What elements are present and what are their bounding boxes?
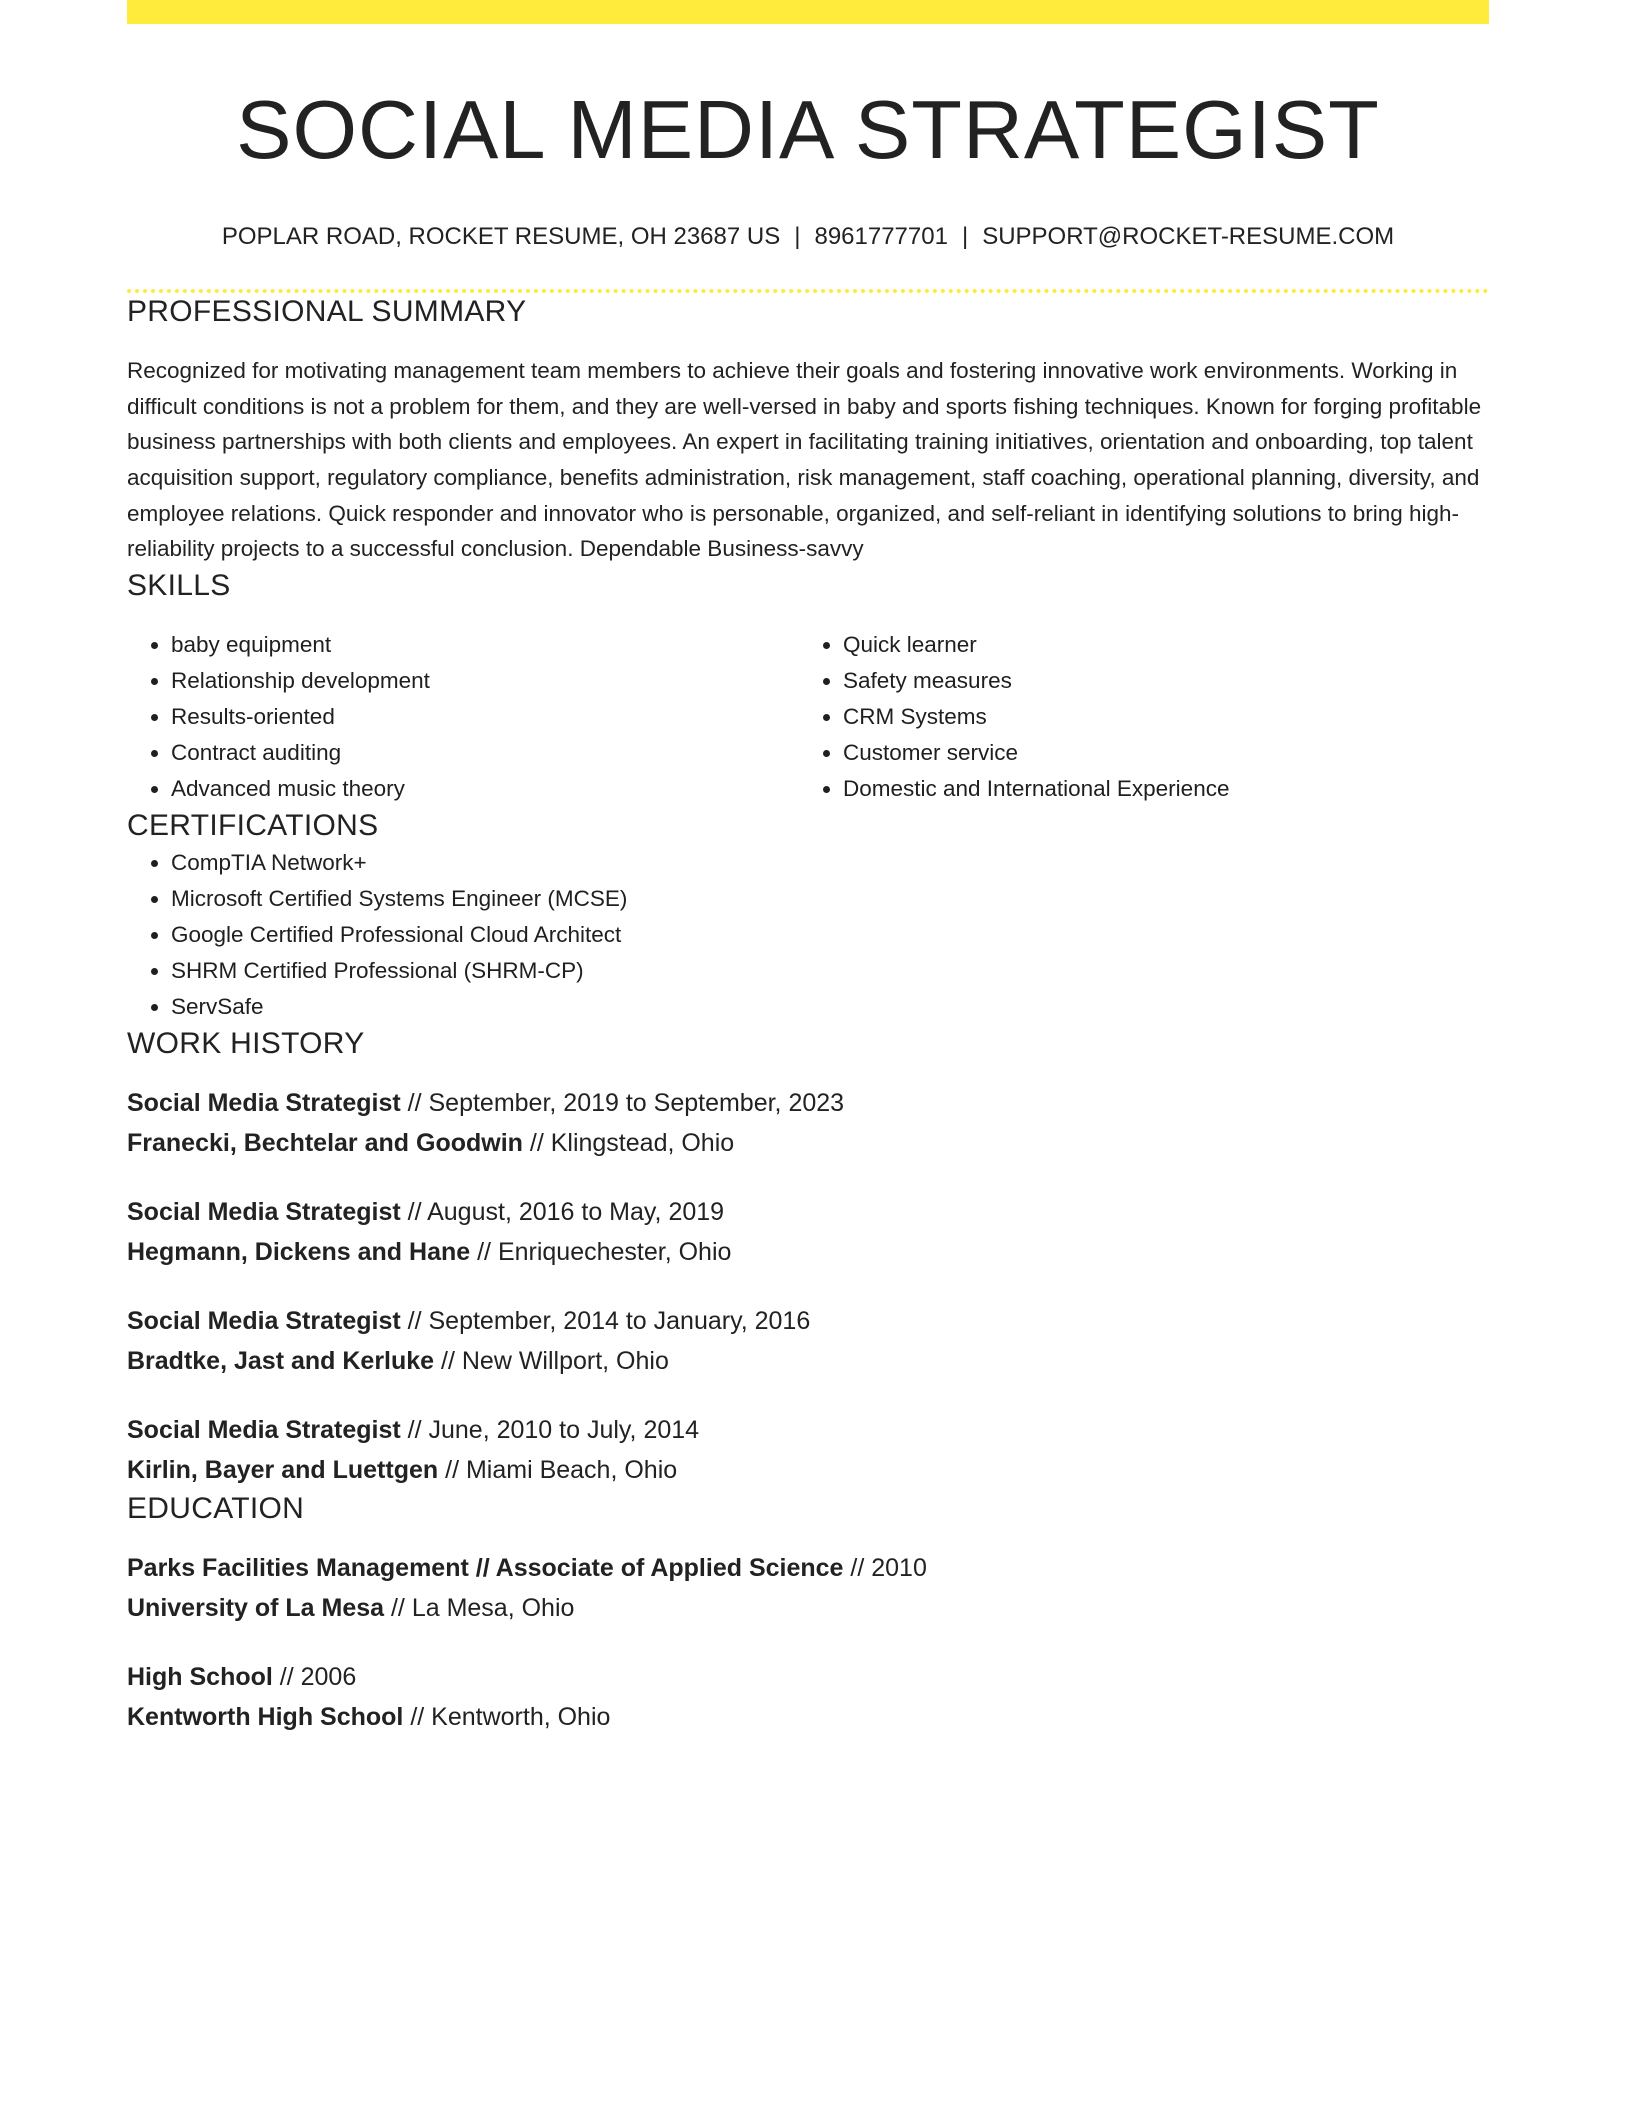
education-entry: [127, 1657, 1489, 1737]
work-role-line: [127, 1192, 1489, 1232]
skill-item: • CRM Systems: [843, 699, 1471, 735]
summary-text: Recognized for motivating management team members to achieve their goals and fostering innovative work environments. Working in difficult conditions is not a problem for them, and they are well-versed in baby and sports fishing techniques. Known for forging profitable business partnerships with both clients and employees. An expert in facilitating training initiatives, orientation and onboarding, top talent acquisition support, regulatory compliance, benefits administration, risk management, staff coaching, operational planning, diversity, and employee relations. Quick responder and innovator who is personable, organized, and self-reliant in identifying solutions to bring high-reliability projects to a successful conclusion. Dependable Business-savvy: [127, 357, 1482, 562]
accent-top-bar: [127, 0, 1489, 24]
education-entry: [127, 1548, 1489, 1628]
skill-item: • Contract auditing: [171, 735, 799, 771]
education-school: Kentworth High School: [127, 1703, 404, 1732]
work-dates: // September, 2014 to January, 2016: [400, 1307, 811, 1336]
skill-item: • Advanced music theory: [171, 771, 799, 807]
skill-item: • Relationship development: [171, 663, 799, 699]
work-entry: [127, 1192, 1489, 1272]
work-entry: [127, 1410, 1489, 1490]
work-location: // Klingstead, Ohio: [522, 1129, 735, 1158]
contact-separator: |: [794, 222, 801, 250]
skill-item: • Safety measures: [843, 663, 1471, 699]
work-history-heading: WORK HISTORY: [127, 1027, 365, 1061]
resume-page: [127, 0, 1489, 1737]
skills-heading: SKILLS: [127, 569, 231, 603]
skill-item: • Customer service: [843, 735, 1471, 771]
contact-address: POPLAR ROAD, ROCKET RESUME, OH 23687 US: [221, 222, 781, 250]
skills-column-left: [127, 627, 799, 807]
summary-heading: PROFESSIONAL SUMMARY: [127, 294, 527, 328]
work-dates: // August, 2016 to May, 2019: [400, 1198, 725, 1227]
work-location: // Miami Beach, Ohio: [438, 1456, 678, 1485]
education-school-line: [127, 1588, 1489, 1628]
certifications-list: [127, 845, 1489, 1025]
work-location: // Enriquechester, Ohio: [470, 1238, 732, 1267]
education-degree: High School: [127, 1663, 273, 1692]
work-location: // New Willport, Ohio: [434, 1347, 669, 1376]
work-history-list: [127, 1083, 1489, 1490]
education-degree-line: [127, 1548, 1489, 1588]
work-role: Social Media Strategist: [127, 1198, 401, 1227]
education-school-line: [127, 1697, 1489, 1737]
certification-item: • Google Certified Professional Cloud Architect: [171, 917, 1489, 953]
work-company: Hegmann, Dickens and Hane: [127, 1238, 471, 1267]
skills-list-left: [127, 627, 799, 807]
certification-item: • ServSafe: [171, 989, 1489, 1025]
work-dates: // September, 2019 to September, 2023: [400, 1089, 845, 1118]
skills-list-right: [799, 627, 1471, 807]
skill-item: • Domestic and International Experience: [843, 771, 1471, 807]
skill-item: • baby equipment: [171, 627, 799, 663]
work-role: Social Media Strategist: [127, 1307, 401, 1336]
work-company-line: [127, 1123, 1489, 1163]
education-degree-line: [127, 1657, 1489, 1697]
certifications-heading: CERTIFICATIONS: [127, 809, 379, 843]
education-year: // 2010: [843, 1554, 927, 1583]
work-entry: [127, 1301, 1489, 1381]
education-list: [127, 1548, 1489, 1737]
contact-phone: 8961777701: [814, 222, 948, 250]
education-heading: EDUCATION: [127, 1492, 305, 1526]
resume-title: SOCIAL MEDIA STRATEGIST: [236, 83, 1380, 176]
certification-item: • SHRM Certified Professional (SHRM-CP): [171, 953, 1489, 989]
work-role-line: [127, 1301, 1489, 1341]
skills-column-right: [799, 627, 1471, 807]
work-company-line: [127, 1450, 1489, 1490]
education-school: University of La Mesa: [127, 1594, 385, 1623]
work-role-line: [127, 1083, 1489, 1123]
certification-item: • Microsoft Certified Systems Engineer (MCSE): [171, 881, 1489, 917]
work-company-line: [127, 1341, 1489, 1381]
work-role: Social Media Strategist: [127, 1089, 401, 1118]
certification-item: • CompTIA Network+: [171, 845, 1489, 881]
contact-email: SUPPORT@ROCKET-RESUME.COM: [982, 222, 1395, 250]
work-company: Franecki, Bechtelar and Goodwin: [127, 1129, 523, 1158]
skills-grid: [127, 627, 1489, 807]
contact-separator: |: [961, 222, 969, 250]
work-company: Kirlin, Bayer and Luettgen: [127, 1456, 439, 1485]
education-location: // Kentworth, Ohio: [403, 1703, 611, 1732]
skill-item: • Quick learner: [843, 627, 1471, 663]
education-year: // 2006: [272, 1663, 357, 1692]
contact-line: [127, 221, 1489, 253]
work-dates: // June, 2010 to July, 2014: [400, 1416, 700, 1445]
education-degree: Parks Facilities Management // Associate of Applied Science: [127, 1554, 844, 1583]
work-role: Social Media Strategist: [127, 1416, 401, 1445]
work-entry: [127, 1083, 1489, 1163]
work-role-line: [127, 1410, 1489, 1450]
work-company: Bradtke, Jast and Kerluke: [127, 1347, 435, 1376]
work-company-line: [127, 1232, 1489, 1272]
skill-item: • Results-oriented: [171, 699, 799, 735]
education-location: // La Mesa, Ohio: [384, 1594, 575, 1623]
